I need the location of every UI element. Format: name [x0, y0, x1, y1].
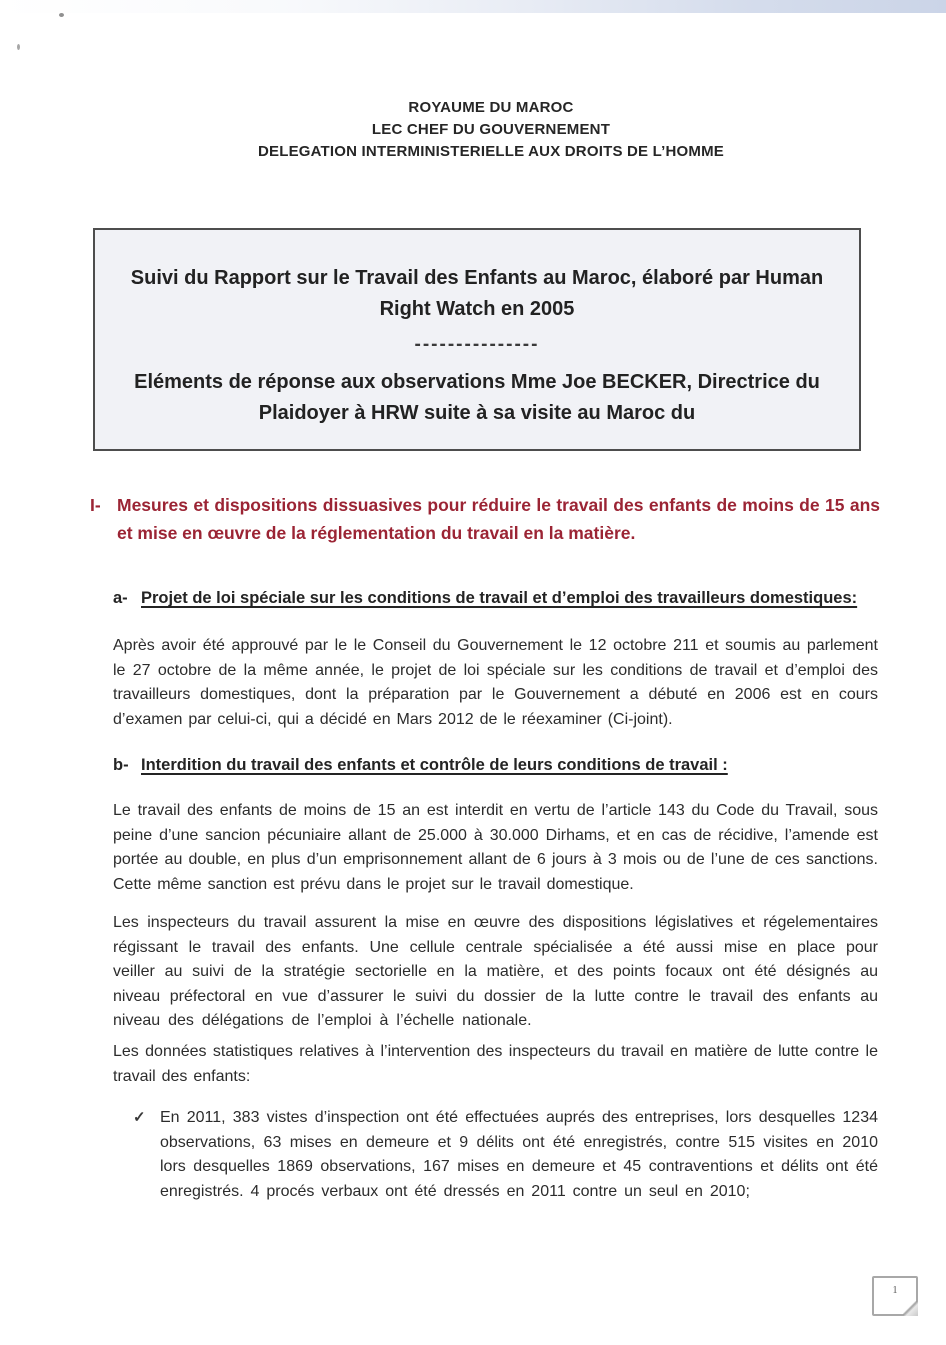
paragraph-b2: Les inspecteurs du travail assurent la mise en œuvre des dispositions législatives et régelementaires régissant le travail des enfants. Une cellule centrale spécialisée a été aussi mise en place pour veiller au suivi de la stratégie sectorielle en la matière, et des points focaux ont été désignés au niveau préfectoral en vue d’assurer le suivi du dossier de la lutte contre le travail des enfants au niveau des délégations de l’emploi à l’échelle nationale. — [113, 914, 878, 1030]
scan-artifact-top-edge — [0, 0, 946, 13]
document-subtitle: Eléments de réponse aux observations Mme Joe BECKER, Directrice du Plaidoyer à HRW suite à sa visite au Maroc du — [134, 371, 820, 424]
letterhead-line-delegation: DELEGATION INTERMINISTERIELLE AUX DROITS DE L’HOMME — [257, 143, 725, 160]
page-number-badge — [872, 1276, 918, 1316]
section-title: Mesures et dispositions dissuasives pour réduire le travail des enfants de moins de 15 ans et mise en œuvre de la réglementation du travail en la matière. — [117, 495, 880, 543]
folded-corner-icon — [903, 1301, 918, 1316]
subsection-title-a: Projet de loi spéciale sur les conditions de travail et d’emploi des travailleurs domestiques: — [141, 589, 858, 607]
subsection-heading-a — [113, 586, 883, 610]
subsection-heading-b — [113, 753, 883, 777]
list-item-text: En 2011, 383 vistes d’inspection ont été effectuées auprés des entreprises, lors desquelles 1234 observations, 63 mises en demeure et 9 délits ont été enregistrés, contre 515 visites en 2010 lors desquelles 1869 observations, 167 mises en demeure et 45 contraventions et délits ont été enregistrés. 4 procés verbaux ont été dressés en 2011 contre un seul en 2010; — [160, 1109, 878, 1200]
document-title: Suivi du Rapport sur le Travail des Enfants au Maroc, élaboré par Human Right Watch en 2005 — [130, 267, 824, 320]
paragraph-a1: Après avoir été approuvé par le le Conseil du Gouvernement le 12 octobre 211 et soumis au parlement le 27 octobre de la même année, le projet de loi spéciale sur les conditions de travail et d’emploi des travailleurs domestiques, dont la préparation par le Gouvernement a débuté en 2006 est en cours d’examen par celui-ci, qui a décidé en Mars 2012 de le réexaminer (Ci-joint). — [113, 637, 878, 728]
subsection-title-b: Interdition du travail des enfants et contrôle de leurs conditions de travail : — [141, 756, 728, 774]
paragraph-b3: Les données statistiques relatives à l’intervention des inspecteurs du travail en matière de lutte contre le travail des enfants: — [113, 1043, 878, 1085]
list-item-statistics — [133, 1106, 878, 1204]
section-heading-1 — [90, 492, 880, 547]
page-number: 1 — [892, 1285, 898, 1296]
scan-speck — [59, 13, 64, 17]
letterhead-line-kingdom: ROYAUME DU MAROC — [408, 99, 574, 116]
document-letterhead — [36, 97, 946, 163]
letterhead-line-government: LEC CHEF DU GOUVERNEMENT — [371, 121, 611, 138]
checkmark-icon: ✓ — [133, 1109, 146, 1126]
subsection-label-b: b- — [113, 756, 129, 774]
title-box — [93, 228, 861, 451]
scan-speck — [17, 44, 20, 50]
subsection-label-a: a- — [113, 589, 128, 607]
section-numeral: I- — [90, 495, 101, 515]
paragraph-b1: Le travail des enfants de moins de 15 an est interdit en vertu de l’article 143 du Code du Travail, sous peine d’une sancion pécuniaire allant de 25.000 à 30.000 Dirhams, et en cas de récidive, l’amende est portée au double, en plus d’un emprisonnement allant de 6 jours à 3 mois ou de l’une de ces sanctions. Cette même sanction est prévu dans le projet sur le travail domestique. — [113, 802, 878, 893]
dashed-separator: --------------- — [414, 334, 540, 355]
